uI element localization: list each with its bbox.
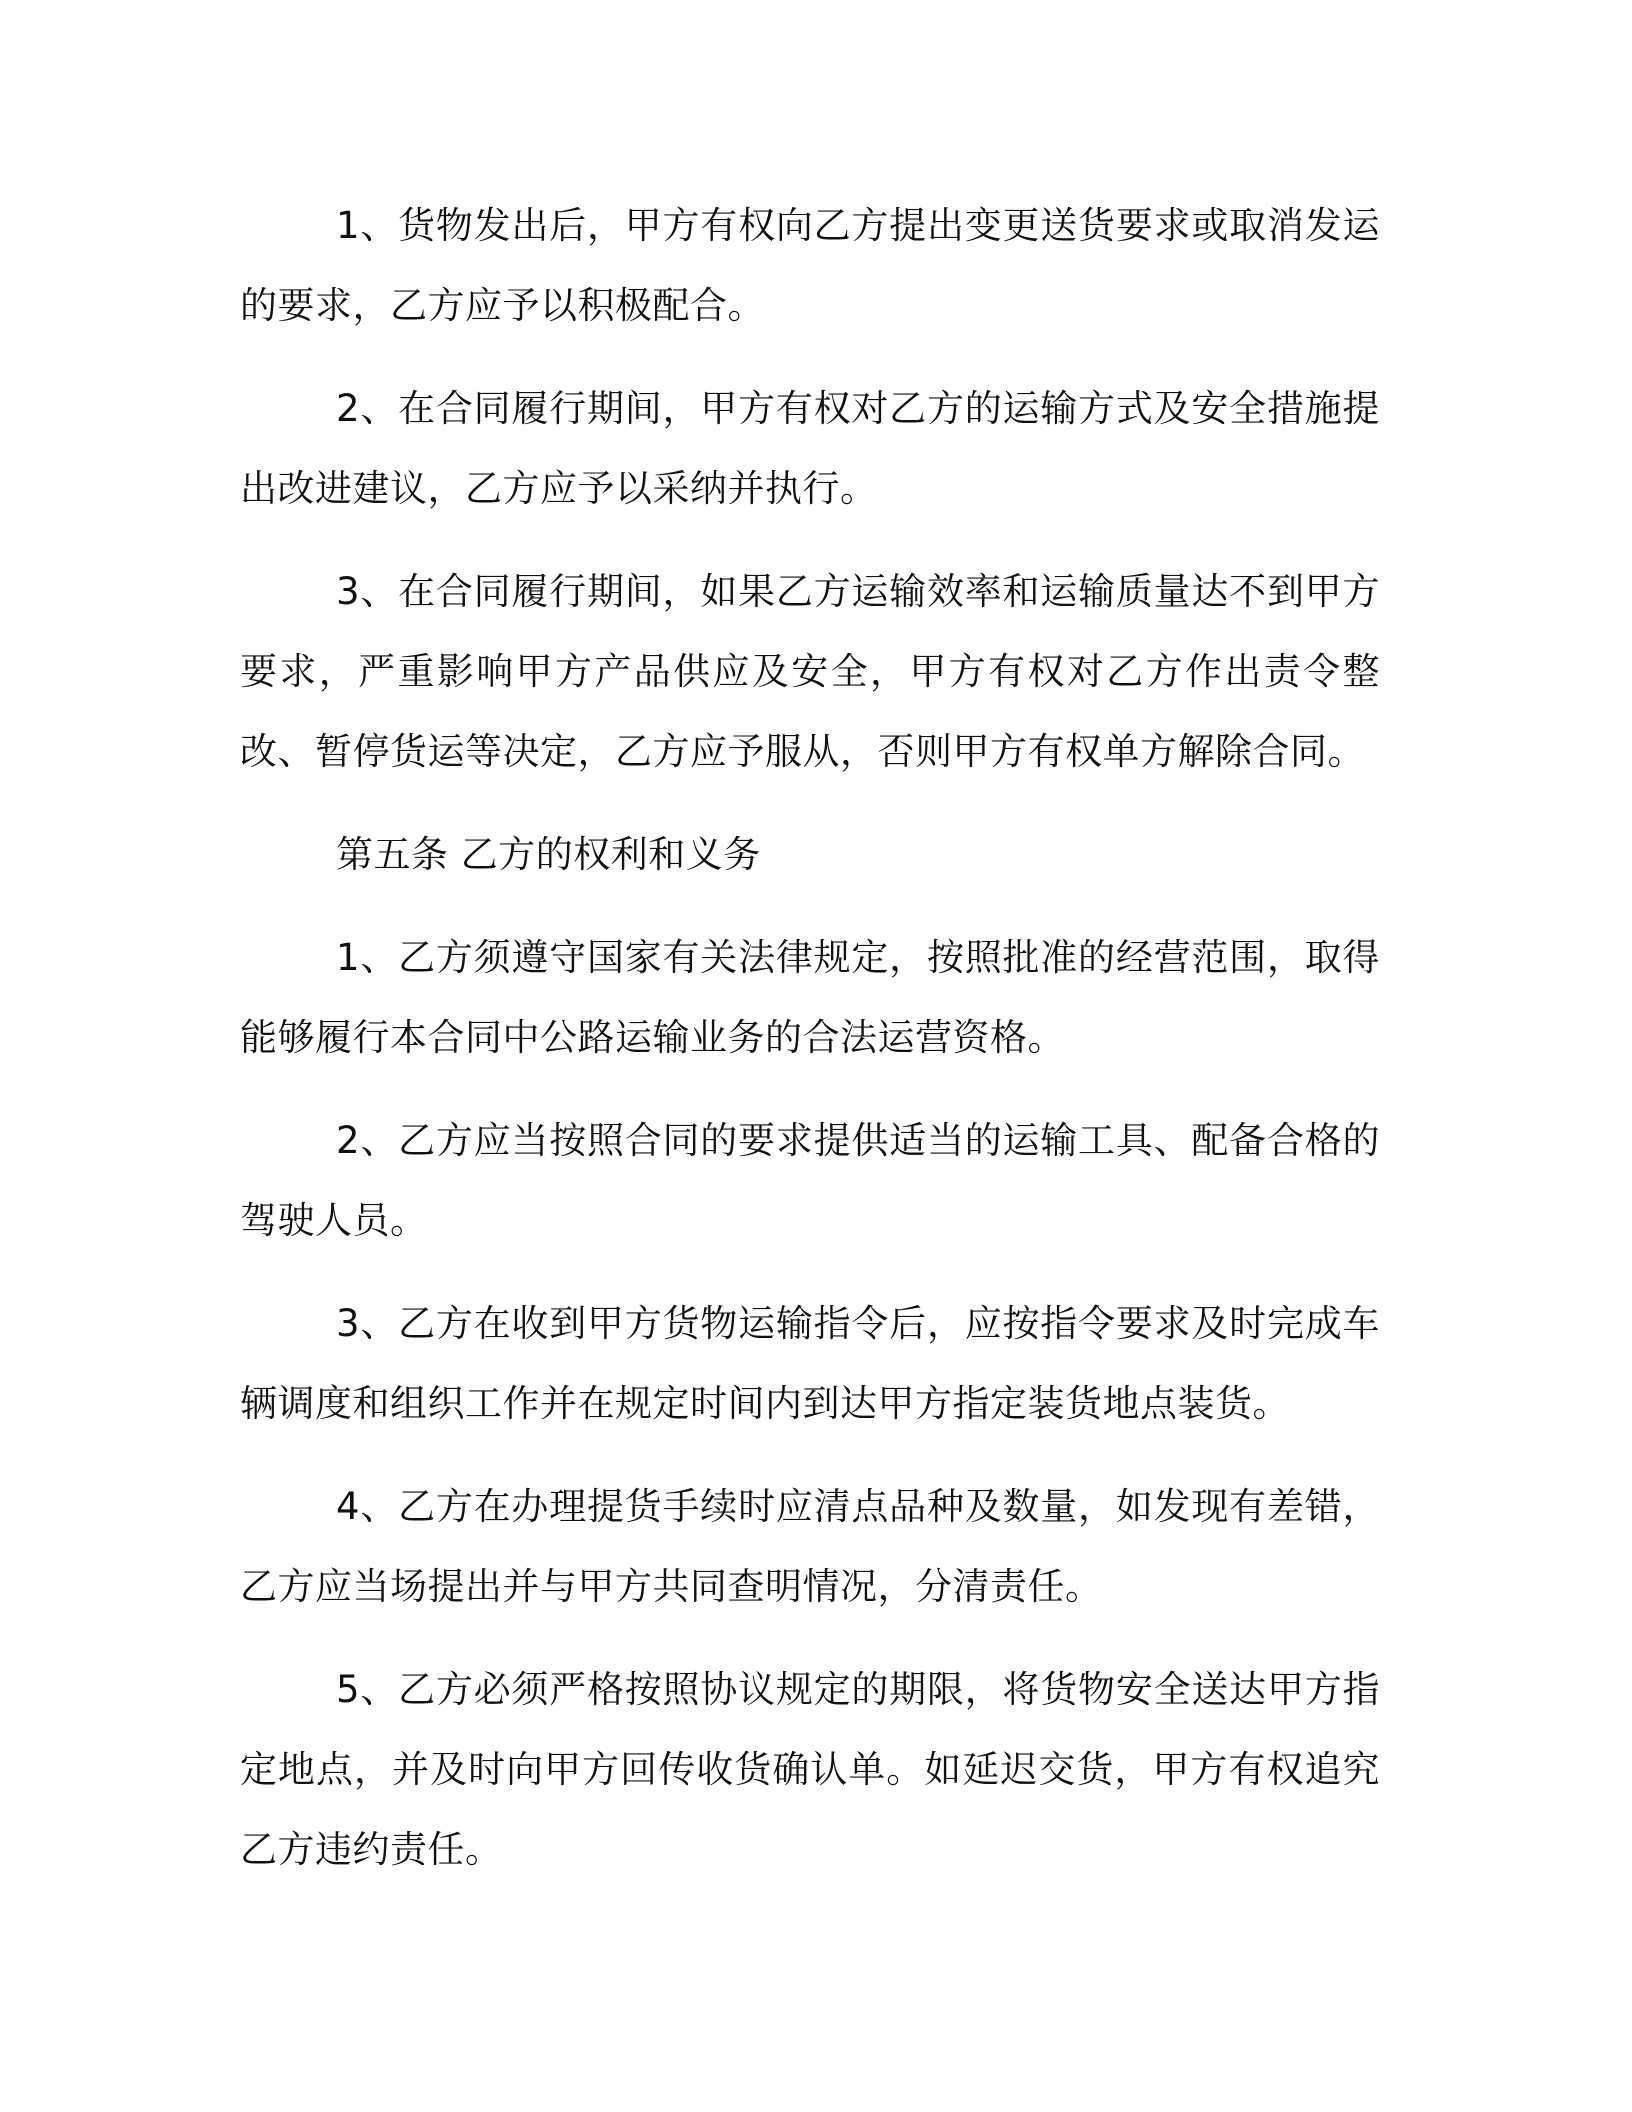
section-paragraph-3: 3、乙方在收到甲方货物运输指令后，应按指令要求及时完成车辆调度和组织工作并在规定时间内到达甲方指定装货地点装货。 (240, 1302, 1380, 1425)
clause-paragraph-3: 3、在合同履行期间，如果乙方运输效率和运输质量达不到甲方要求，严重影响甲方产品供应及安全，甲方有权对乙方作出责令整改、暂停货运等决定，乙方应予服从，否则甲方有权单方解除合同。 (240, 570, 1380, 773)
section-heading: 第五条 乙方的权利和义务 (336, 833, 761, 876)
section-paragraph-1: 1、乙方须遵守国家有关法律规定，按照批准的经营范围，取得能够履行本合同中公路运输业务的合法运营资格。 (240, 936, 1380, 1059)
section-paragraph-5: 5、乙方必须严格按照协议规定的期限，将货物安全送达甲方指定地点，并及时向甲方回传收货确认单。如延迟交货，甲方有权追究乙方违约责任。 (240, 1668, 1380, 1871)
document-body (240, 186, 1380, 1890)
clause-paragraph-1: 1、货物发出后，甲方有权向乙方提出变更送货要求或取消发运的要求，乙方应予以积极配合。 (240, 204, 1380, 327)
clause-paragraph-2: 2、在合同履行期间，甲方有权对乙方的运输方式及安全措施提出改进建议，乙方应予以采纳并执行。 (240, 387, 1380, 510)
section-paragraph-4: 4、乙方在办理提货手续时应清点品种及数量，如发现有差错，乙方应当场提出并与甲方共同查明情况，分清责任。 (240, 1485, 1380, 1608)
section-paragraph-2: 2、乙方应当按照合同的要求提供适当的运输工具、配备合格的驾驶人员。 (240, 1119, 1380, 1242)
